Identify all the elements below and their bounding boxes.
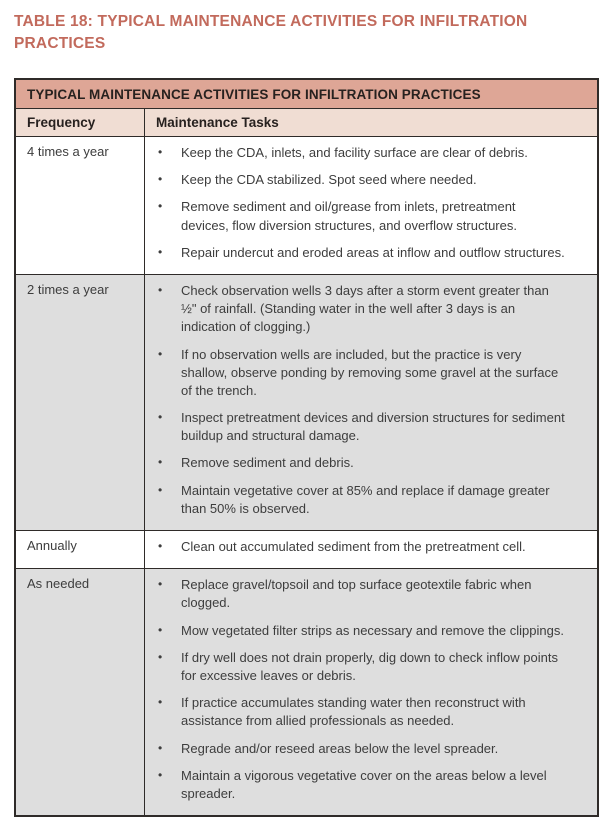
task-text: Keep the CDA stabilized. Spot seed where needed. [181,172,477,188]
frequency-cell: Annually [16,531,145,568]
column-header-maintenance-tasks: Maintenance Tasks [156,115,279,130]
task-list [145,137,597,274]
table-row [16,569,597,815]
bullet-icon: • [158,172,163,187]
table-caption: TABLE 18: TYPICAL MAINTENANCE ACTIVITIES FOR INFILTRATION PRACTICES [14,13,528,53]
task-item [145,740,589,758]
tasks-cell [145,137,597,274]
bullet-icon: • [158,539,163,553]
table-row [16,137,597,275]
task-list [145,275,597,530]
task-text: Remove sediment and debris. [181,455,354,471]
task-text: Clean out accumulated sediment from the pretreatment cell. [181,539,526,554]
bullet-icon: • [158,244,163,259]
task-item [145,144,589,162]
task-item [145,454,589,472]
tasks-cell [145,531,597,568]
task-text: Repair undercut and eroded areas at inflow and outflow structures. [181,244,565,260]
bullet-icon: • [158,695,163,710]
task-item [145,576,589,612]
frequency-cell: 4 times a year [16,137,145,274]
bullet-icon: • [158,346,163,361]
task-text: Mow vegetated filter strips as necessary and remove the clippings. [181,622,564,638]
task-text: Remove sediment and oil/grease from inlets, pretreatment devices, flow diversion structures, and overflow structures. [181,199,517,233]
tasks-cell [145,275,597,530]
bullet-icon: • [158,455,163,470]
task-item [145,767,589,803]
bullet-icon: • [158,577,163,592]
bullet-icon: • [158,145,163,159]
task-item [145,622,589,640]
bullet-icon: • [158,482,163,497]
column-header-row [16,109,597,137]
frequency-cell: As needed [16,569,145,815]
bullet-icon: • [158,622,163,637]
task-item [145,482,589,518]
task-text: If dry well does not drain properly, dig down to check inflow points for excessive leaves or debris. [181,649,558,683]
task-text: Maintain a vigorous vegetative cover on the areas below a level spreader. [181,767,547,801]
task-text: Maintain vegetative cover at 85% and replace if damage greater than 50% is observed. [181,482,550,516]
task-item [145,244,589,262]
maintenance-table [14,78,599,817]
bullet-icon: • [158,282,163,297]
table-body [16,137,597,815]
task-text: Keep the CDA, inlets, and facility surface are clear of debris. [181,145,528,160]
frequency-cell: 2 times a year [16,275,145,530]
table-row [16,531,597,569]
task-item [145,694,589,730]
task-text: Regrade and/or reseed areas below the level spreader. [181,740,499,756]
task-item [145,649,589,685]
task-list [145,531,597,568]
task-item [145,538,589,556]
bullet-icon: • [158,199,163,214]
task-item [145,346,589,401]
task-text: Replace gravel/topsoil and top surface geotextile fabric when clogged. [181,577,532,611]
task-item [145,171,589,189]
bullet-icon: • [158,740,163,755]
task-text: If no observation wells are included, but the practice is very shallow, observe ponding by removing some gravel at the surface of the trench. [181,346,559,398]
tasks-cell [145,569,597,815]
table-header-band: TYPICAL MAINTENANCE ACTIVITIES FOR INFILTRATION PRACTICES [16,80,597,109]
task-text: Check observation wells 3 days after a storm event greater than ½" of rainfall. (Standing water in the well after 3 days is an indication of clogging.) [181,282,549,335]
task-item [145,282,589,337]
bullet-icon: • [158,767,163,782]
bullet-icon: • [158,410,163,425]
task-item [145,198,589,234]
column-header-frequency: Frequency [16,109,145,136]
task-text: If practice accumulates standing water then reconstruct with assistance from allied professionals as needed. [181,695,526,729]
task-text: Inspect pretreatment devices and diversion structures for sediment buildup and structural damage. [181,410,565,444]
table-row [16,275,597,531]
bullet-icon: • [158,649,163,664]
task-item [145,409,589,445]
task-list [145,569,597,815]
